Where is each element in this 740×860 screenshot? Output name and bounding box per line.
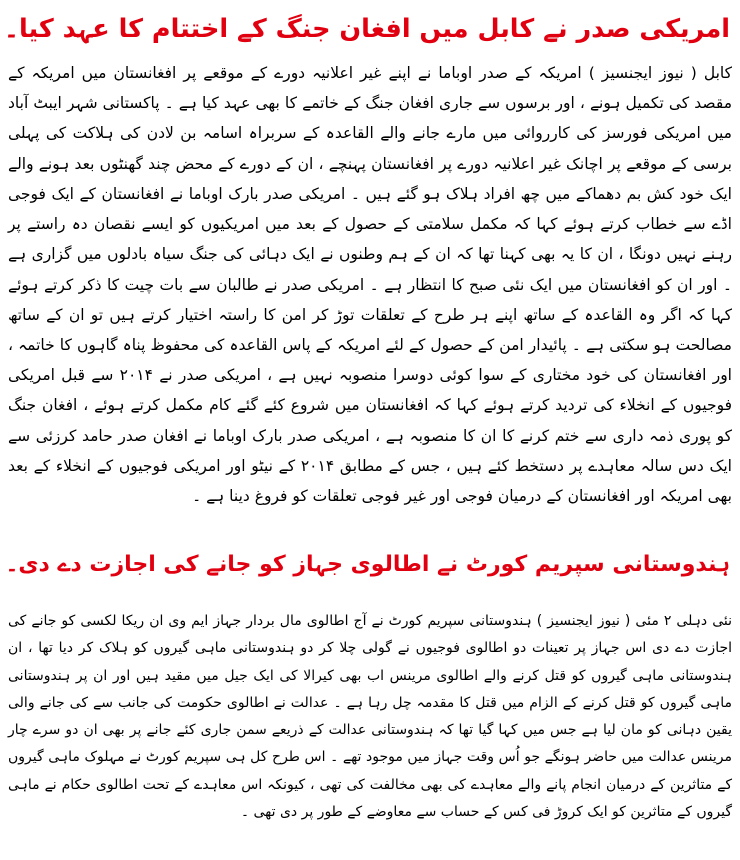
- headline-italian-ship: ہندوستانی سپریم کورٹ نے اطالوی جہاز کو جانے کی اجازت دے دی۔: [5, 552, 730, 577]
- article-body-obama-kabul: کابل ( نیوز ایجنسیز ) امریکہ کے صدر اوباما نے اپنے غیر اعلانیہ دورے کے موقعے پر افغانستان میں امریکہ کے مقصد کی تکمیل ہونے ، اور برسوں سے جاری افغان جنگ کے خاتمے کا بھی عہد کیا ہے ۔ پاکستانی شہر ایبٹ آباد میں امریکی فورسز کی کارروائی میں مارے جانے والے القاعدہ کے سربراہ اسامہ بن لادن کی ہلاکت کی پہلی برسی کے موقعے پر اچانک غیر اعلانیہ دورے پر افغانستان پہنچے ، ان کے دورے کے محض چند گھنٹوں بعد ہونے والے ایک خود کش بم دھماکے میں چھ افراد ہلاک ہو گئے ہیں ۔ امریکی صدر بارک اوباما نے افغانستان کے ایک فوجی اڈے سے خطاب کرتے ہوئے کہا کہ مکمل سلامتی کے حصول کے بعد میں امریکیوں کو ایسے نقصان دہ راستے پر رہنے نہیں دونگا ، ان کا یہ بھی کہنا تھا کہ ان کے ہم وطنوں نے ایک دہائی کی جنگ سیاہ بادلوں میں گزاری ہے ۔ اور ان کو افغانستان میں ایک نئی صبح کا انتظار ہے ۔ امریکی صدر نے طالبان سے بات چیت کا ذکر کرتے ہوئے کہا کہ اگر وہ القاعدہ کے ساتھ اپنے ہر طرح کے تعلقات توڑ کر امن کا راستہ اختیار کرتے ہیں تو ان کے ساتھ مصالحت ہو سکتی ہے ۔ پائیدار امن کے حصول کے لئے امریکہ کے پاس القاعدہ کی محفوظ پناہ گاہوں کا خاتمہ ، اور افغانستان کی خود مختاری کے سوا کوئی دوسرا منصوبہ نہیں ہے ، امریکی صدر نے ۲۰۱۴ سے قبل امریکی فوجیوں کے انخلاء کی تردید کرتے ہوئے کہا کہ افغانستان میں شروع کئے گئے کام مکمل کرتے ہوئے ، افغان جنگ کو پوری ذمہ داری سے ختم کرنے کا ان کا منصوبہ ہے ، امریکی صدر بارک اوباما نے افغان صدر حامد کرزئی سے ایک دس سالہ معاہدے پر دستخط کئے ہیں ، جس کے مطابق ۲۰۱۴ کے نیٹو اور امریکی فوجیوں کے انخلاء کے بعد بھی امریکہ اور افغانستان کے درمیان فوجی اور غیر فوجی تعلقات کو فروغ دینا ہے ۔: [8, 64, 732, 506]
- article-body-italian-ship: نئی دہلی ۲ مئی ( نیوز ایجنسیز ) ہندوستانی سپریم کورٹ نے آج اطالوی مال بردار جہاز ایم وی ان ریکا لکسی کو جانے کی اجازت دے دی اس جہاز پر تعینات دو اطالوی فوجیوں نے گولی چلا کر دو ہندوستانی ماہی گیروں کو ہلاک کر دیا تھا ، ان ہندوستانی ماہی گیروں کو قتل کرنے والے اطالوی مرینس اب بھی کیرالا کی ایک جیل میں مقید ہیں اور ان پر ہندوستانی ماہی گیروں کو قتل کرنے کے الزام میں قتل کا مقدمہ چل رہا ہے ۔ عدالت نے اطالوی حکومت کی جانب سے کی جانے والی یقین دہانی کو مان لیا ہے جس میں کہا گیا تھا کہ ہندوستانی عدالت کے ذریعے سمن جاری کئے جانے پر بھی ان دو سرے چار مرینس عدالت میں حاضر ہونگے جو اُس وقت جہاز میں موجود تھے ۔ اس طرح کل ہی سپریم کورٹ نے مہلوک ماہی گیروں کے متاثرین کے درمیان انجام پانے والے معاہدے کی بھی مخالفت کی تھی ، کیونکہ اس معاہدے کے تحت اطالوی حکام نے ماہی گیروں کے متاثرین کو ایک کروڑ فی کس کے حساب سے معاوضے کے طور پر دی تھی ۔: [8, 613, 732, 821]
- headline-obama-kabul: امریکی صدر نے کابل میں افغان جنگ کے اختتام کا عہد کیا۔: [4, 14, 730, 44]
